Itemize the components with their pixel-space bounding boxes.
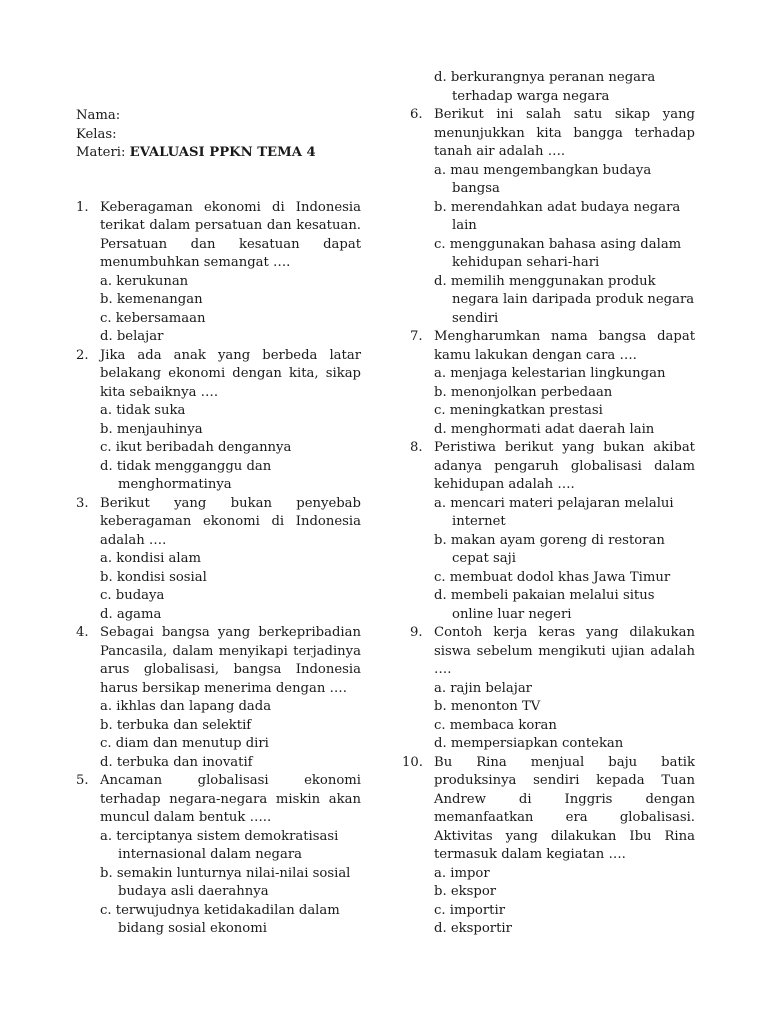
answer-option: d. tidak mengganggu dan menghormatinya (100, 458, 272, 492)
question-item (410, 106, 695, 328)
continued-options (410, 69, 695, 106)
answer-option: a. terciptanya sistem demokratisasi internasional dalam negara (100, 828, 339, 862)
answer-option: b. menonjolkan perbedaan (434, 384, 613, 400)
question-text: Contoh kerja keras yang dilakukan siswa sebelum mengikuti ujian adalah …. (434, 625, 695, 677)
answer-option: b. menjauhinya (100, 421, 203, 437)
question-text: Bu Rina menjual baju batik produksinya sendiri kepada Tuan Andrew di Inggris dengan memanfaatkan era globalisasi. Aktivitas yang dilakukan Ibu Rina termasuk dalam kegiatan …. (434, 754, 695, 862)
name-field-label: Nama: (76, 108, 121, 123)
right-column (402, 69, 695, 939)
answer-option: c. diam dan menutup diri (100, 736, 269, 751)
answer-option: b. kondisi sosial (100, 569, 207, 585)
answer-option: a. ikhlas dan lapang dada (100, 699, 272, 714)
answer-option: c. membuat dodol khas Jawa Timur (434, 569, 671, 585)
answer-option: d. membeli pakaian melalui situs online luar negeri (434, 588, 655, 622)
answer-option: a. mau mengembangkan budaya bangsa (434, 162, 652, 196)
answer-option: b. ekspor (434, 884, 497, 899)
answer-option: b. semakin lunturnya nilai-nilai sosial budaya asli daerahnya (100, 865, 351, 899)
answer-option: d. memilih menggunakan produk negara lain daripada produk negara sendiri (434, 273, 695, 326)
answer-option: c. terwujudnya ketidakadilan dalam bidang sosial ekonomi (100, 902, 340, 936)
question-number: 7. (410, 329, 423, 344)
question-item (76, 772, 361, 939)
answer-option: d. belajar (100, 329, 164, 344)
answer-option: d. berkurangnya peranan negara terhadap warga negara (434, 70, 656, 104)
answer-option: a. menjaga kelestarian lingkungan (434, 366, 666, 381)
header-spacer (76, 163, 361, 199)
left-column (76, 107, 361, 939)
answer-option: a. mencari materi pelajaran melalui internet (434, 495, 674, 529)
question-number: 3. (76, 495, 89, 511)
answer-option: a. kerukunan (100, 273, 189, 289)
subject-title: EVALUASI PPKN TEMA 4 (129, 145, 316, 160)
answer-option: c. ikut beribadah dengannya (100, 440, 292, 455)
question-item (76, 495, 361, 625)
answer-option: b. terbuka dan selektif (100, 717, 252, 733)
answer-option: c. meningkatkan prestasi (434, 403, 603, 418)
subject-label: Materi: (76, 145, 126, 160)
question-item (76, 199, 361, 347)
question-number: 10. (402, 754, 423, 770)
right-question-list (402, 106, 695, 939)
left-question-list (76, 199, 361, 939)
answer-option: a. tidak suka (100, 403, 186, 418)
question-item (410, 624, 695, 754)
answer-option: d. mempersiapkan contekan (434, 736, 624, 751)
answer-option: a. impor (434, 865, 490, 881)
question-number: 6. (410, 107, 423, 122)
question-number: 9. (410, 625, 423, 640)
class-field-label: Kelas: (76, 126, 117, 142)
question-number: 8. (410, 440, 423, 455)
question-item-continued (410, 69, 695, 106)
answer-option: d. eksportir (434, 921, 512, 936)
answer-option: a. rajin belajar (434, 680, 532, 696)
question-item (402, 754, 695, 939)
question-item (76, 347, 361, 495)
answer-option: d. terbuka dan inovatif (100, 754, 253, 770)
answer-option: a. kondisi alam (100, 551, 201, 566)
question-text: Mengharumkan nama bangsa dapat kamu lakukan dengan cara …. (434, 329, 695, 363)
question-item (410, 439, 695, 624)
answer-option: d. agama (100, 606, 162, 622)
answer-option: b. kemenangan (100, 292, 203, 307)
question-text: Keberagaman ekonomi di Indonesia terikat dalam persatuan dan kesatuan. Persatuan dan kesatuan dapat menumbuhkan semangat …. (100, 199, 361, 270)
answer-option: c. importir (434, 902, 505, 918)
answer-option: b. menonton TV (434, 699, 541, 714)
answer-option: c. kebersamaan (100, 310, 206, 326)
answer-option: c. membaca koran (434, 717, 557, 733)
answer-option: c. budaya (100, 588, 165, 603)
answer-option: c. menggunakan bahasa asing dalam kehidupan sehari-hari (434, 236, 682, 270)
question-text: Berikut ini salah satu sikap yang menunjukkan kita bangga terhadap tanah air adalah …. (434, 107, 695, 159)
question-number: 5. (76, 773, 89, 788)
answer-option: b. merendahkan adat budaya negara lain (434, 199, 681, 233)
question-text: Peristiwa berikut yang bukan akibat adanya pengaruh globalisasi dalam kehidupan adalah …. (434, 440, 695, 492)
question-text: Sebagai bangsa yang berkepribadian Pancasila, dalam menyikapi terjadinya arus globalisasi, bangsa Indonesia harus bersikap menerima dengan …. (100, 625, 361, 696)
question-text: Jika ada anak yang berbeda latar belakang ekonomi dengan kita, sikap kita sebaiknya …. (100, 347, 361, 400)
question-number: 4. (76, 625, 89, 640)
question-item (410, 328, 695, 439)
answer-option: b. makan ayam goreng di restoran cepat saji (434, 532, 665, 566)
answer-option: d. menghormati adat daerah lain (434, 421, 655, 437)
question-number: 1. (76, 199, 89, 215)
question-number: 2. (76, 347, 89, 363)
subject-line (76, 144, 361, 163)
question-text: Ancaman globalisasi ekonomi terhadap negara-negara miskin akan muncul dalam bentuk ….. (100, 773, 361, 825)
question-text: Berikut yang bukan penyebab keberagaman ekonomi di Indonesia adalah …. (100, 495, 361, 548)
question-item (76, 624, 361, 772)
